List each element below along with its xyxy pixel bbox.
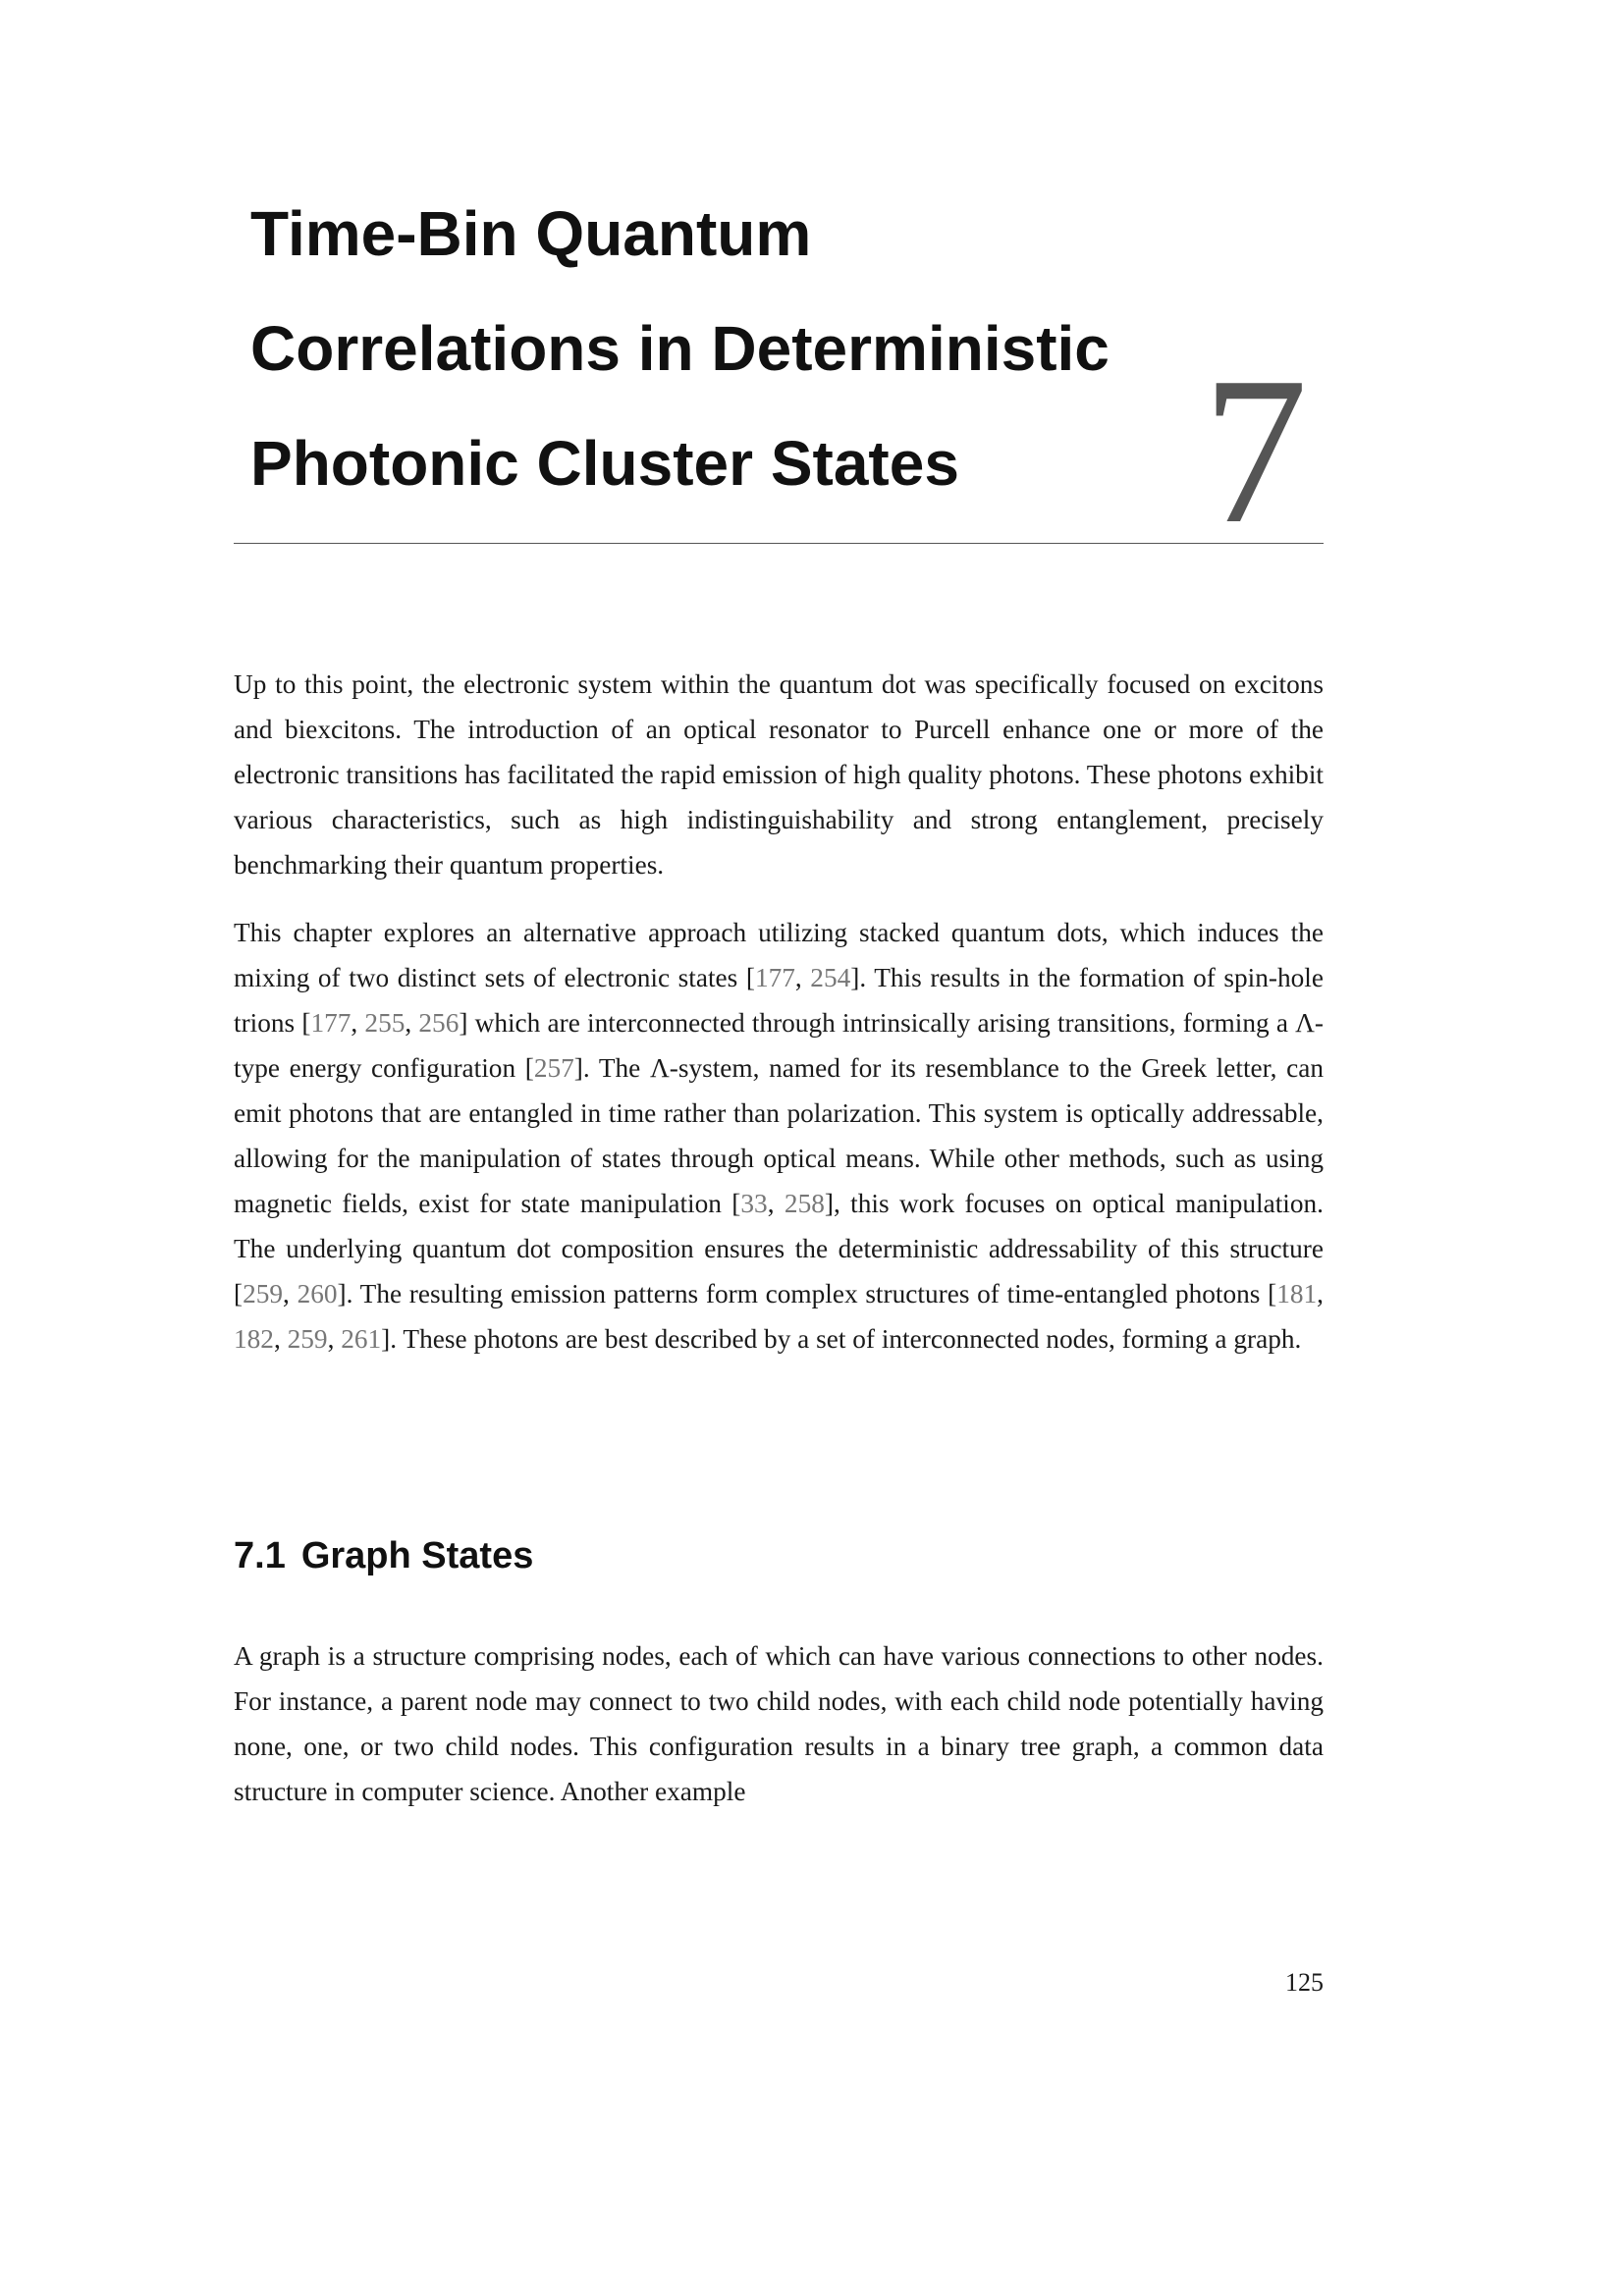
citation-link[interactable]: 257: [533, 1053, 574, 1083]
citation-link[interactable]: 181: [1276, 1279, 1318, 1308]
citation-link[interactable]: 33: [740, 1189, 768, 1218]
graph-definition-paragraph: A graph is a structure comprising nodes, each of which can have various connections to other nodes. For instance, a parent node may connect to two child nodes, with each child node potentially having none, one, or two child nodes. This configuration results in a binary tree graph, a common data structure in computer science. Another example: [234, 1641, 1324, 1806]
section-title: Graph States: [300, 1535, 534, 1576]
citation-link[interactable]: 254: [810, 963, 851, 992]
intro-paragraph: Up to this point, the electronic system within the quantum dot was specifically focused on excitons and biexcitons. The introduction of an optical resonator to Purcell enhance one or more of the electronic transitions has facilitated the rapid emission of high quality photons. These photons exhibit various characteristics, such as high indistinguishability and strong entanglement, precisely benchmarking their quantum properties.: [234, 669, 1324, 880]
citation-link[interactable]: 255: [364, 1008, 406, 1038]
citation-link[interactable]: 259: [287, 1324, 328, 1354]
chapter-title-line: Photonic Cluster States: [250, 428, 959, 499]
citation-link[interactable]: 182: [234, 1324, 274, 1354]
citation-link[interactable]: 177: [310, 1008, 352, 1038]
chapter-overview-paragraph: This chapter explores an alternative approach utilizing stacked quantum dots, which induces the mixing of two distinct sets of electronic states [177, 254]. This results in the formation of spin-hole trions [177, 255, 256] which are interconnected through intrinsically arising transitions, forming a Λ-type energy configuration [257]. The Λ-system, named for its resemblance to the Greek letter, can emit photons that are entangled in time rather than polarization. This system is optically addressable, allowing for the manipulation of states through optical means. While other methods, such as using magnetic fields, exist for state manipulation [33, 258], this work focuses on optical manipulation. The underlying quantum dot composition ensures the deterministic addressability of this structure [259, 260]. The resulting emission patterns form complex structures of time-entangled photons [181, 182, 259, 261]. These photons are best described by a set of interconnected nodes, forming a graph.: [234, 918, 1325, 1354]
citation-link[interactable]: 260: [297, 1279, 338, 1308]
citation-link[interactable]: 258: [784, 1189, 825, 1218]
chapter-title: [250, 177, 1232, 521]
chapter-header: [234, 177, 1324, 567]
citation-link[interactable]: 259: [243, 1279, 284, 1308]
chapter-title-line: Time-Bin Quantum: [250, 198, 812, 269]
section-heading: [234, 1526, 533, 1585]
chapter-title-line: Correlations in Deterministic: [250, 313, 1110, 384]
citation-link[interactable]: 177: [754, 963, 795, 992]
page-number: 125: [1285, 1968, 1324, 1997]
citation-link[interactable]: 261: [341, 1324, 382, 1354]
chapter-number: 7: [1202, 333, 1308, 567]
section-number: 7.1: [234, 1535, 286, 1576]
citation-link[interactable]: 256: [418, 1008, 460, 1038]
